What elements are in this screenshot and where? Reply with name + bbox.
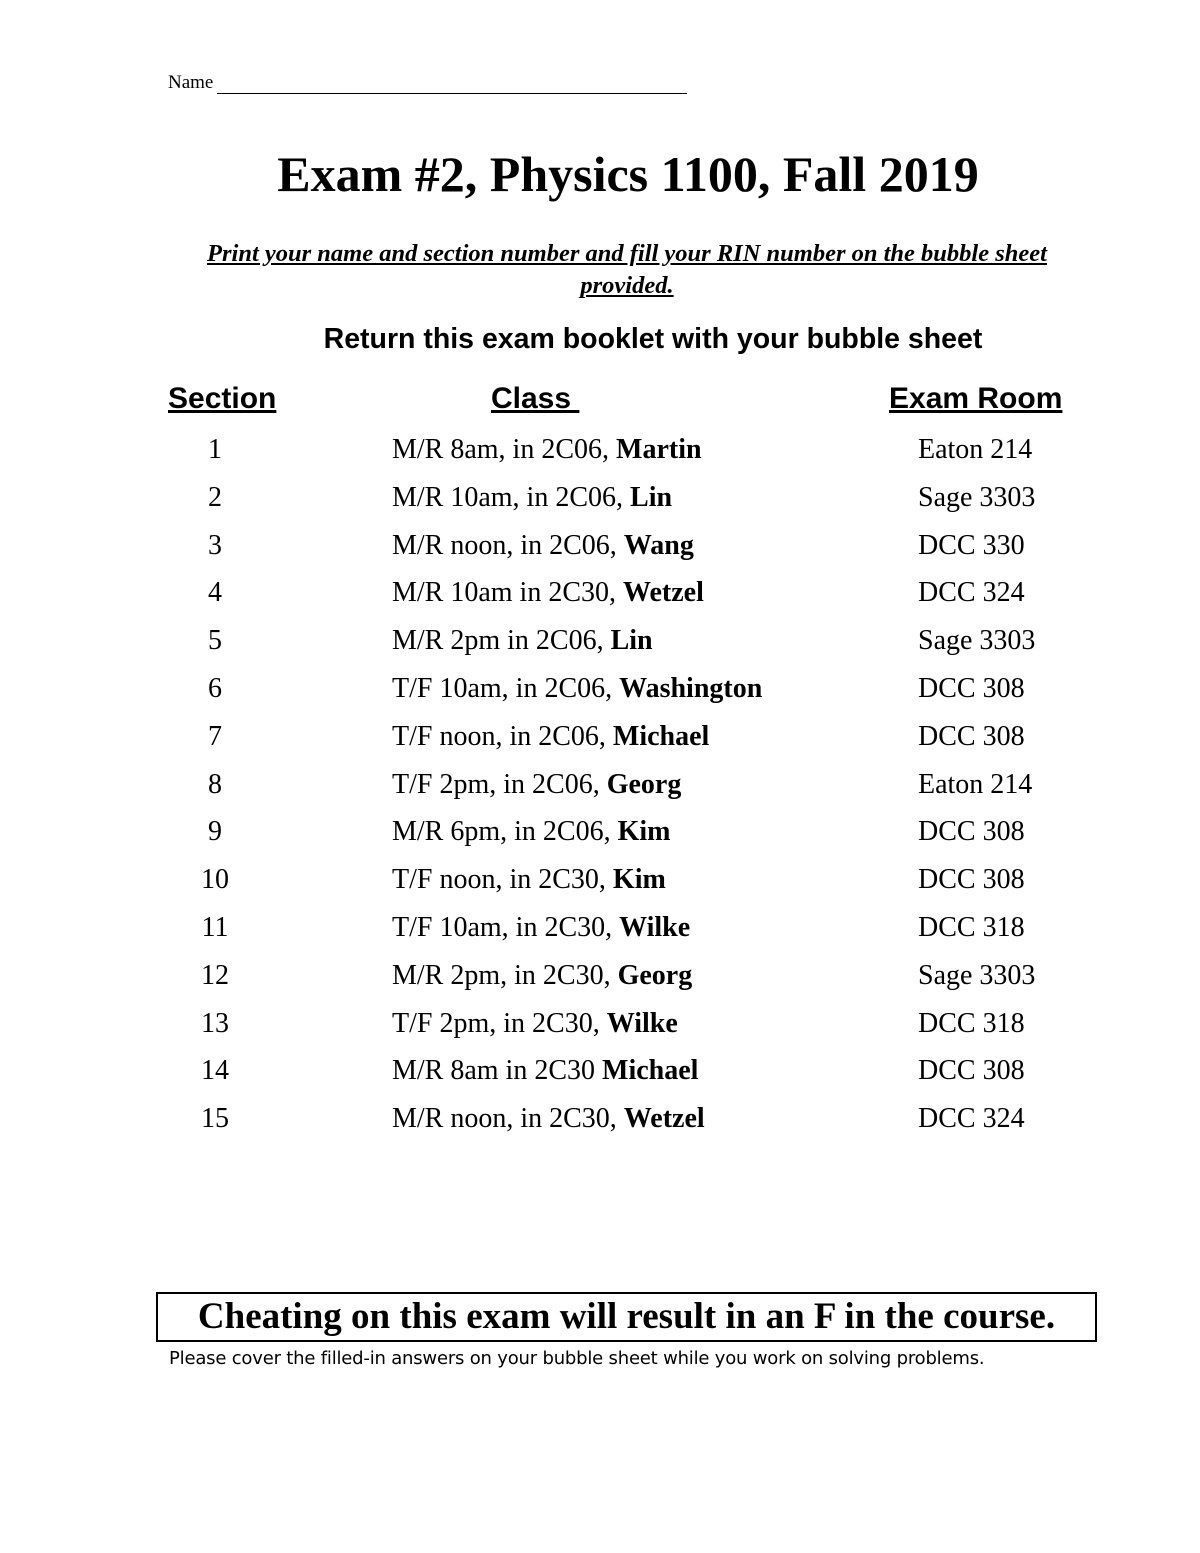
exam-room: DCC 308 <box>918 1055 1025 1087</box>
exam-room: DCC 308 <box>918 864 1025 896</box>
class-info <box>392 1051 698 1091</box>
class-schedule: M/R 2pm, in 2C30, <box>392 959 618 991</box>
class-info <box>392 812 670 852</box>
table-row <box>0 860 1200 908</box>
section-number: 1 <box>208 434 222 465</box>
section-number: 4 <box>208 577 222 609</box>
class-info <box>392 717 709 757</box>
class-info <box>392 1099 705 1139</box>
exam-room: Eaton 214 <box>918 768 1033 800</box>
class-info <box>392 765 681 805</box>
cheating-warning: Cheating on this exam will result in an F in the course. <box>156 1292 1097 1342</box>
class-schedule: T/F noon, in 2C30, <box>392 864 613 896</box>
class-schedule: M/R noon, in 2C06, <box>392 529 624 561</box>
class-schedule: M/R 10am, in 2C06, <box>392 481 631 513</box>
return-note: Return this exam booklet with your bubble sheet <box>323 323 983 355</box>
table-row <box>0 1051 1200 1099</box>
class-schedule: T/F 2pm, in 2C30, <box>392 1007 607 1039</box>
table-row <box>0 430 1200 478</box>
table-row <box>0 621 1200 669</box>
table-row <box>0 908 1200 956</box>
instructor-name: Wetzel <box>623 1103 705 1135</box>
instructor-name: Lin <box>630 481 673 513</box>
class-schedule: M/R 6pm, in 2C06, <box>392 816 618 848</box>
exam-room: DCC 324 <box>918 1103 1025 1135</box>
exam-room: DCC 318 <box>918 1007 1025 1039</box>
table-row <box>0 478 1200 526</box>
table-row <box>0 812 1200 860</box>
section-number: 5 <box>208 625 222 657</box>
exam-room: Sage 3303 <box>918 481 1036 513</box>
class-schedule: M/R 2pm in 2C06, <box>392 625 611 657</box>
table-row <box>0 669 1200 717</box>
class-info <box>392 1004 678 1044</box>
class-schedule: T/F 2pm, in 2C06, <box>392 768 607 800</box>
class-info <box>392 669 762 709</box>
class-schedule: T/F 10am, in 2C30, <box>392 911 620 943</box>
table-row <box>0 765 1200 813</box>
exam-room: DCC 308 <box>918 816 1025 848</box>
section-number: 14 <box>201 1055 229 1087</box>
class-info <box>392 860 666 900</box>
section-number: 6 <box>208 672 222 704</box>
instructor-name: Michael <box>602 1055 699 1087</box>
class-schedule: T/F noon, in 2C06, <box>392 720 613 752</box>
exam-room: Sage 3303 <box>918 959 1036 991</box>
name-field[interactable] <box>168 72 687 94</box>
instructor-name: Michael <box>612 720 710 752</box>
class-info <box>392 621 653 661</box>
section-number: 9 <box>208 816 222 848</box>
name-blank-line[interactable] <box>217 75 687 94</box>
exam-room: DCC 318 <box>918 911 1025 943</box>
exam-room: DCC 308 <box>918 720 1025 752</box>
column-header-section: Section <box>168 382 277 415</box>
instructor-name: Lin <box>610 625 653 657</box>
instructor-name: Georg <box>606 768 682 800</box>
class-schedule: M/R 8am in 2C30 <box>392 1055 603 1087</box>
section-number: 2 <box>208 481 222 513</box>
class-info <box>392 908 690 948</box>
exam-room: Sage 3303 <box>918 625 1036 657</box>
class-info <box>392 573 704 613</box>
section-number: 15 <box>201 1103 229 1135</box>
instructor-name: Wang <box>623 529 694 561</box>
instructor-name: Martin <box>616 434 702 465</box>
instruction-text: Print your name and section number and fill your RIN number on the bubble sheet provided. <box>207 240 1047 299</box>
table-row <box>0 1004 1200 1052</box>
instructor-name: Washington <box>619 672 763 704</box>
cover-answers-note: Please cover the filled-in answers on your bubble sheet while you work on solving problems. <box>169 1348 985 1369</box>
instructor-name: Wetzel <box>623 577 704 609</box>
class-schedule: M/R 10am in 2C30, <box>392 577 624 609</box>
instructor-name: Kim <box>617 816 671 848</box>
section-number: 11 <box>201 911 229 943</box>
section-number: 10 <box>201 864 229 896</box>
name-label: Name <box>168 72 214 93</box>
class-schedule: T/F 10am, in 2C06, <box>392 672 620 704</box>
class-info <box>392 526 694 566</box>
section-number: 3 <box>208 529 222 561</box>
exam-room: DCC 330 <box>918 529 1025 561</box>
exam-room: Eaton 214 <box>918 434 1033 465</box>
exam-room: DCC 308 <box>918 672 1025 704</box>
instructor-name: Georg <box>617 959 693 991</box>
class-info <box>392 430 702 470</box>
class-info <box>392 478 672 518</box>
instructor-name: Wilke <box>606 1007 678 1039</box>
class-schedule: M/R noon, in 2C30, <box>392 1103 624 1135</box>
exam-title: Exam #2, Physics 1100, Fall 2019 <box>277 146 979 202</box>
instructor-name: Wilke <box>619 911 691 943</box>
column-header-class: Class <box>491 382 580 415</box>
section-number: 8 <box>208 768 222 800</box>
class-schedule: M/R 8am, in 2C06, <box>392 434 617 465</box>
table-row <box>0 956 1200 1004</box>
instructor-name: Kim <box>612 864 666 896</box>
table-row <box>0 717 1200 765</box>
column-header-room: Exam Room <box>889 382 1063 415</box>
section-table <box>0 430 1200 1147</box>
table-row <box>0 573 1200 621</box>
table-row <box>0 526 1200 574</box>
exam-room: DCC 324 <box>918 577 1025 609</box>
class-info <box>392 956 692 996</box>
section-number: 7 <box>208 720 222 752</box>
section-number: 13 <box>201 1007 229 1039</box>
table-row <box>0 1099 1200 1147</box>
section-number: 12 <box>201 959 229 991</box>
